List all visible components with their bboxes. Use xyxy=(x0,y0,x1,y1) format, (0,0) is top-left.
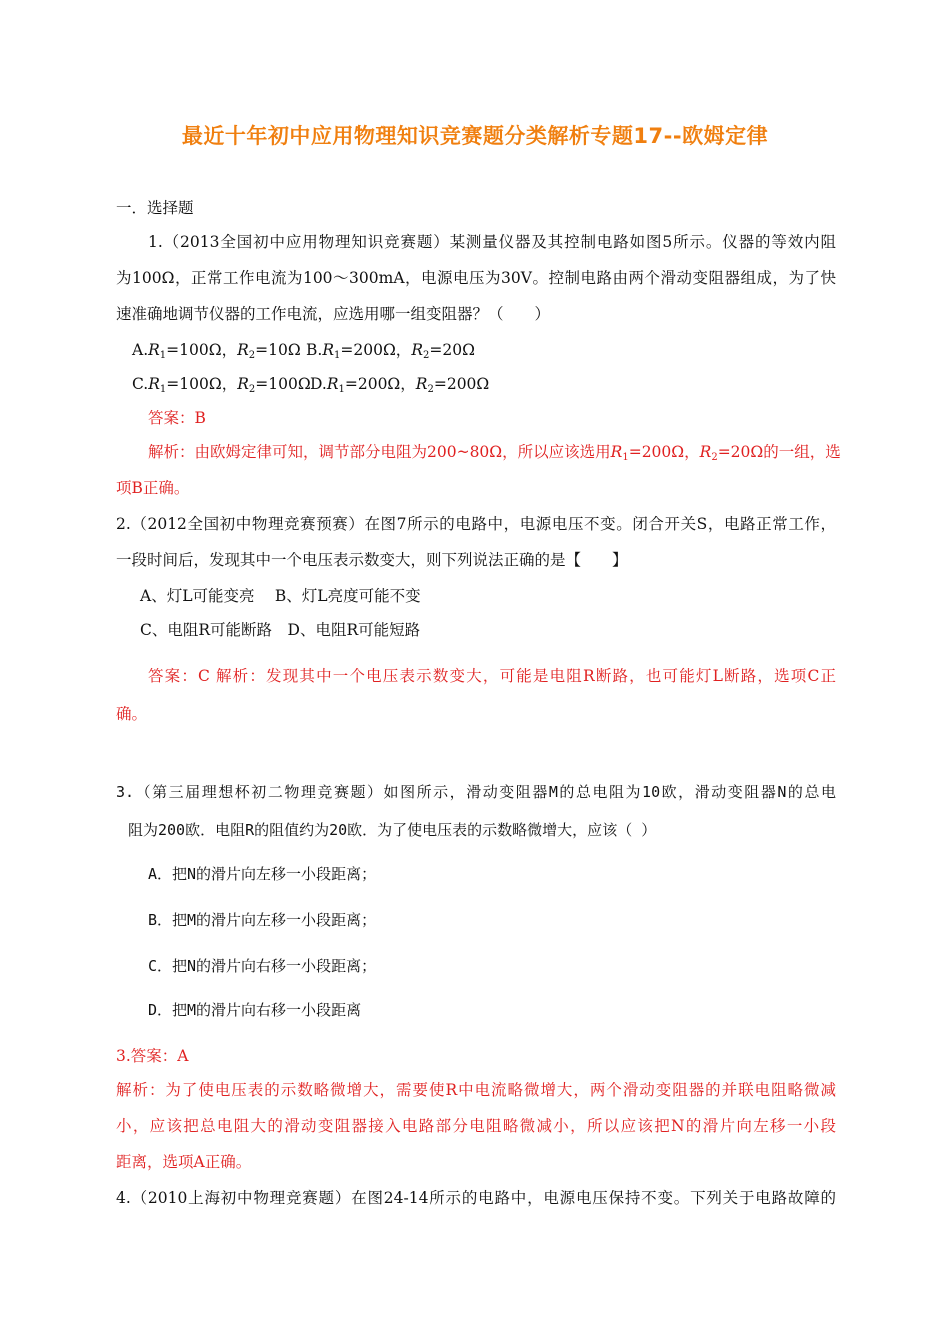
page-title: 最近十年初中应用物理知识竞赛题分类解析专题17--欧姆定律 xyxy=(181,124,769,148)
q1-option-c: $C.R_1=100\Omega$，$R_2=100\Omega$ xyxy=(132,375,311,395)
q2-analysis-2: 确。 xyxy=(116,705,148,723)
q4-line-1: 4.（2010上海初中物理竞赛题）在图24-14所示的电路中，电源电压保持不变。下列关于电路故障的 xyxy=(116,1189,836,1207)
q3-analysis-2: 小，应该把总电阻大的滑动变阻器接入电路部分电阻略微减小，所以应该把N的滑片向左移一小段 xyxy=(116,1117,836,1135)
q1-option-b: $B.R_1=200\Omega$，$R_2=20\Omega$ xyxy=(306,341,475,361)
q1-analysis-2: 项B正确。 xyxy=(116,479,190,497)
q3-option-c: C．把N的滑片向右移一小段距离； xyxy=(148,957,377,975)
q1-line-1: 1.（2013全国初中应用物理知识竞赛题）某测量仪器及其控制电路如图5所示。仪器的等效内阻 xyxy=(148,233,836,251)
q2-options-cd: C、电阻R可能断路 D、电阻R可能短路 xyxy=(140,621,421,639)
q2-analysis-1: 答案：C 解析：发现其中一个电压表示数变大，可能是电阻R断路，也可能灯L断路，选项C正 xyxy=(148,667,836,685)
q3-option-d: D．把M的滑片向右移一小段距离 xyxy=(148,1001,362,1019)
q2-line-2: 一段时间后，发现其中一个电压表示数变大，则下列说法正确的是【 】 xyxy=(116,551,628,569)
section-heading: 一．选择题 xyxy=(116,199,194,217)
q3-line-2: 阻为200欧．电阻R的阻值约为20欧．为了使电压表的示数略微增大，应该（ ） xyxy=(128,821,657,839)
q2-line-1: 2.（2012全国初中物理竞赛预赛）在图7所示的电路中，电源电压不变。闭合开关S，电路正常工作， xyxy=(116,515,836,533)
q3-analysis-1: 解析：为了使电压表的示数略微增大，需要使R中电流略微增大，两个滑动变阻器的并联电阻略微减 xyxy=(116,1081,836,1099)
q1-line-2: 为100Ω，正常工作电流为100～300mA，电源电压为30V。控制电路由两个滑动变阻器组成，为了快 xyxy=(116,269,836,287)
q3-option-a: A．把N的滑片向左移一小段距离； xyxy=(148,865,377,883)
q3-option-b: B．把M的滑片向左移一小段距离； xyxy=(148,911,377,929)
q1-line-3: 速准确地调节仪器的工作电流，应选用哪一组变阻器？（ ） xyxy=(116,305,551,323)
q1-option-d: $D.R_1=200\Omega$，$R_2=200\Omega$ xyxy=(310,375,490,395)
q3-line-1: 3.（第三届理想杯初二物理竞赛题）如图所示，滑动变阻器M的总电阻为10欧，滑动变阻器N的总电 xyxy=(116,783,836,801)
q3-analysis-3: 距离，选项A正确。 xyxy=(116,1153,252,1171)
q1-analysis-1: 解析：由欧姆定律可知，调节部分电阻为200~80Ω，所以应该选用$R_1=200\Omega$，$R_2=20\Omega$的一组，选 xyxy=(148,443,841,463)
q3-answer: 3.答案：A xyxy=(116,1047,189,1065)
q1-option-a: $A.R_1=100\Omega$，$R_2=10\Omega$ xyxy=(132,341,301,361)
q1-answer: 答案：B xyxy=(148,409,206,427)
q2-options-ab: A、灯L可能变亮 B、灯L亮度可能不变 xyxy=(140,587,421,605)
